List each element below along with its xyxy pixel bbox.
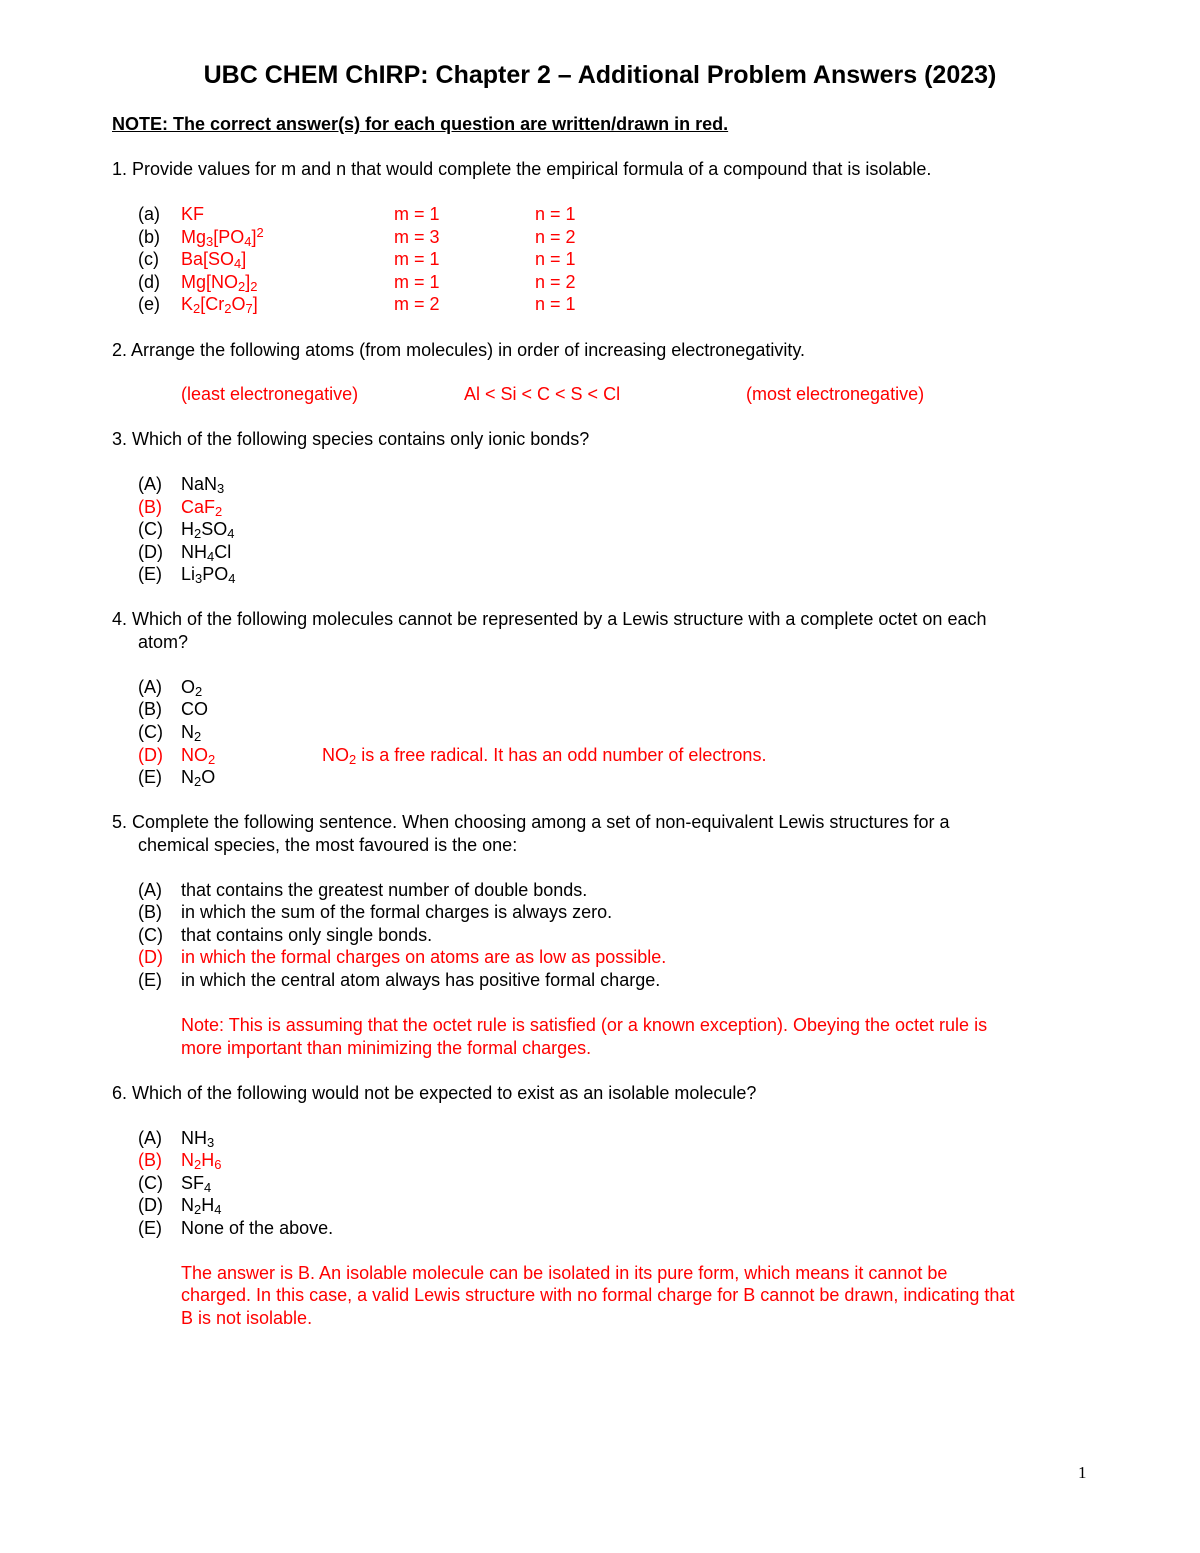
q3-label-b: (B) (138, 497, 162, 517)
q4-explanation: $NO_2$ is a free radical. It has an odd number of electrons. (322, 745, 767, 767)
q6-option-a: $NH_3$ (181, 1128, 215, 1150)
q6-label-a: (A) (138, 1128, 162, 1148)
q1-m-d: m = 1 (394, 272, 440, 292)
q5-label-e: (E) (138, 970, 162, 990)
q1-n-d: n = 2 (535, 272, 576, 292)
q2-most-label: (most electronegative) (746, 384, 925, 404)
q5-option-d: in which the formal charges on atoms are as low as possible. (181, 947, 667, 967)
q4-label-d: (D) (138, 745, 163, 765)
q6-label-b: (B) (138, 1150, 162, 1170)
q5-note: Note: This is assuming that the octet rule is satisfied (or a known exception). Obeying the octet rule is (181, 1015, 988, 1035)
q1-n-e: n = 1 (535, 294, 576, 314)
q5-option-b: in which the sum of the formal charges is always zero. (181, 902, 613, 922)
q1-m-c: m = 1 (394, 249, 440, 269)
q4-option-d: $NO_2$ (181, 745, 216, 767)
q3-label-c: (C) (138, 519, 163, 539)
question-6: 6. Which of the following would not be expected to exist as an isolable molecule? (112, 1083, 757, 1103)
q6-label-c: (C) (138, 1173, 163, 1193)
question-5: 5. Complete the following sentence. When choosing among a set of non-equivalent Lewis structures for a (112, 812, 950, 832)
question-2: 2. Arrange the following atoms (from molecules) in order of increasing electronegativity. (112, 340, 805, 360)
q1-label-a: (a) (138, 204, 160, 224)
q1-label-c: (c) (138, 249, 159, 269)
q1-formula-a: KF (181, 204, 205, 224)
q1-m-b: m = 3 (394, 227, 440, 247)
q1-formula-e: $K_2[Cr_2O_7]$ (181, 294, 258, 316)
q6-answer-cont-1: charged. In this case, a valid Lewis structure with no formal charge for B cannot be drawn, indicating that (181, 1285, 1015, 1305)
q3-label-e: (E) (138, 564, 162, 584)
q3-option-d: $NH_4Cl$ (181, 542, 232, 564)
question-5-cont: chemical species, the most favoured is the one: (138, 835, 518, 855)
q3-option-e: $Li_3PO_4$ (181, 564, 236, 586)
q5-label-a: (A) (138, 880, 162, 900)
question-3: 3. Which of the following species contains only ionic bonds? (112, 429, 590, 449)
note-banner: NOTE: The correct answer(s) for each question are written/drawn in red. (112, 114, 729, 134)
page-title: UBC CHEM ChIRP: Chapter 2 – Additional Problem Answers (2023) (203, 61, 997, 89)
q1-n-a: n = 1 (535, 204, 576, 224)
q6-answer: The answer is B. An isolable molecule can be isolated in its pure form, which means it cannot be (181, 1263, 948, 1283)
q4-label-e: (E) (138, 767, 162, 787)
q1-label-d: (d) (138, 272, 160, 292)
q1-m-e: m = 2 (394, 294, 440, 314)
q5-option-e: in which the central atom always has positive formal charge. (181, 970, 661, 990)
q1-formula-c: $Ba[SO_4]$ (181, 249, 247, 271)
q6-option-e: None of the above. (181, 1218, 334, 1238)
q3-option-b: CaF$_2$ (181, 497, 223, 519)
q3-label-d: (D) (138, 542, 163, 562)
q1-formula-d: $Mg[NO_2]_2$ (181, 272, 258, 294)
q4-option-e: $N_2O$ (181, 767, 216, 789)
question-4-cont: atom? (138, 632, 189, 652)
q3-option-c: $H_2SO_4$ (181, 519, 235, 541)
q6-label-d: (D) (138, 1195, 163, 1215)
q1-formula-b: $Mg_3[PO_4]^2$ (181, 225, 264, 249)
q5-option-a: that contains the greatest number of double bonds. (181, 880, 588, 900)
q6-option-d: $N_2H_4$ (181, 1195, 222, 1217)
question-1: 1. Provide values for m and n that would complete the empirical formula of a compound that is isolable. (112, 159, 932, 179)
q5-label-d: (D) (138, 947, 163, 967)
question-4: 4. Which of the following molecules cannot be represented by a Lewis structure with a complete octet on each (112, 609, 987, 629)
q3-label-a: (A) (138, 474, 162, 494)
q4-label-a: (A) (138, 677, 162, 697)
q6-option-b: $N_2H_6$ (181, 1150, 222, 1172)
q4-label-c: (C) (138, 722, 163, 742)
q4-label-b: (B) (138, 699, 162, 719)
q1-label-b: (b) (138, 227, 160, 247)
q1-n-c: n = 1 (535, 249, 576, 269)
q6-label-e: (E) (138, 1218, 162, 1238)
q6-option-c: $SF_4$ (181, 1173, 212, 1195)
q2-order: Al < Si < C < S < Cl (464, 384, 621, 404)
q5-note-cont: more important than minimizing the formal charges. (181, 1038, 592, 1058)
q3-option-a: NaN$_3$ (181, 474, 225, 496)
q4-option-c: $N_2$ (181, 722, 202, 744)
page-number: 1 (1078, 1463, 1087, 1482)
q1-n-b: n = 2 (535, 227, 576, 247)
q2-least-label: (least electronegative) (181, 384, 359, 404)
q5-label-c: (C) (138, 925, 163, 945)
q5-option-c: that contains only single bonds. (181, 925, 433, 945)
q6-answer-cont-2: B is not isolable. (181, 1308, 313, 1328)
q4-option-a: $O_2$ (181, 677, 203, 699)
q5-label-b: (B) (138, 902, 162, 922)
q4-option-b: CO (181, 699, 208, 719)
q1-label-e: (e) (138, 294, 160, 314)
q1-m-a: m = 1 (394, 204, 440, 224)
